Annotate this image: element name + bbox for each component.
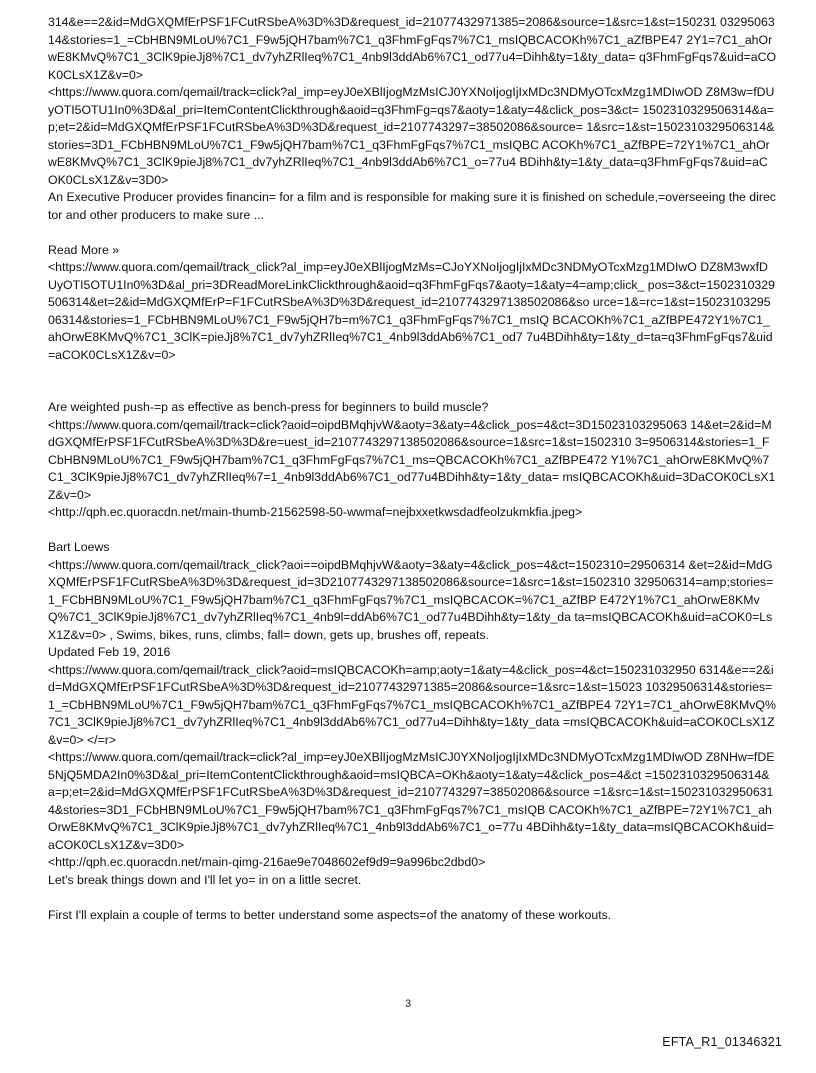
spacer bbox=[48, 522, 776, 540]
page-number: 3 bbox=[404, 998, 412, 1010]
tracking-link-text: <https://www.quora.com/qemail/track=click?al_imp=eyJ0eXBlIjogMzMsICJ0YXNoIjogIjIxMDc3NDMyOTcxMzg1MDIwOD Z8NHw=fDE5NjQ5MDA2In0%3D&al_pri=ItemContentClickthrough&aoid=msIQBCA=OKh&aoty=1&aty=4&click_pos=4&ct =1502310329506314&a=p;et=2&id=MdGXQMfErPSF1FCutRSbeA%3D%3D&request_id=2107743297=38502086&source =1&src=1&st=1502310329506314&stories=3D1_FCbHBN9MLoU%7C1_F9w5jQH7bam%7C1_q3FhmFgFqs7%7C1_msIQB CACOKh%7C1_aZfBPE=72Y1%7C1_ahOrwE8KMvQ%7C1_3ClK9pieJj8%7C1_dv7yhZRlIeq%7C1_4nb9l3ddAb6%7C1_o=77u 4BDihh&ty=1&ty_data=msIQBCACOKh&uid=aCOK0CLsX1Z&v=3D0> bbox=[48, 750, 775, 852]
tracking-link-text: <https://www.quora.com/qemail/track_click?al_imp=eyJ0eXBlIjogMzMs=CJoYXNoIjogIjIxMDc3NDMyOTcxMzg1MDIwO DZ8M3wxfDUyOTI5OTU1In0%3D&al_pri=3DReadMoreLinkClickthrough&aoid=q3FhmFgFqs7&aoty=1&aty=4=amp;click_ pos=3&ct=1502310329506314&et=2&id=MdGXQMfErP=F1FCutRSbeA%3D%3D&request_id=2107743297138502086&so urce=1&=rc=1&st=1502310329506314&stories=1_FCbHBN9MLoU%7C1_F9w5jQH7b=m%7C1_q3FhmFgFqs7%7C1_msIQ BCACOKh%7C1_aZfBPE472Y1%7C1_ahOrwE8KMvQ%7C1_3ClK=pieJj8%7C1_dv7yhZRlIeq%7C1_4nb9l3ddAb6%7C1_od7 7u4BDihh&ty=1&ty_d=ta=q3FhmFgFqs7&uid=aCOK0CLsX1Z&v=0> bbox=[48, 260, 775, 362]
tracking-link-text: 314&e==2&id=MdGXQMfErPSF1FCutRSbeA%3D%3D&request_id=21077432971385=2086&source=1&src=1&st=150231 0329506314&stories=1_=CbHBN9MLoU%7C1_F9w5jQH7bam%7C1_q3FhmFgFqs7%7C1_msIQBCACOKh%7C1_aZfBPE47 2Y1=7C1_ahOrwE8KMvQ%7C1_3ClK9pieJj8%7C1_dv7yhZRlIeq%7C1_4nb9l3ddAb6%7C1_od77u4=Dihh&ty=1&ty_data= q3FhmFgFqs7&uid=aCOK0CLsX1Z&v=0> bbox=[48, 15, 777, 82]
spacer bbox=[48, 382, 776, 400]
tracking-link-text: <https://www.quora.com/qemail/track=click?aoid=oipdBMqhjvW&aoty=3&aty=4&click_pos=4&ct=3D15023103295063 14&et=2&id=MdGXQMfErPSF1FCutRSbeA%3D%3D&re=uest_id=2107743297138502086&source=1&src=1&st=1502310 3=9506314&stories=1_FCbHBN9MLoU%7C1_F9w5jQH7bam%7C1_q3FhmFgFqs7%7C1_ms=QBCACOKh%7C1_aZfBPE472 Y1%7C1_ahOrwE8KMvQ%7C1_3ClK9pieJj8%7C1_dv7yhZRlIeq%7=1_4nb9l3ddAb6%7C1_od77u4BDihh&ty=1&ty_data= msIQBCACOKh&uid=3DaCOK0CLsX1Z&v=0> bbox=[48, 417, 776, 502]
tracking-link-text: <https://www.quora.com/qemail/track_click?aoid=msIQBCACOKh=amp;aoty=1&aty=4&click_pos=4&ct=150231032950 6314&e==2&id=MdGXQMfErPSF1FCutRSbeA%3D%3D&request_id=21077432971385=2086&source=1&src=1&st=15023 10329506314&stories=1_=CbHBN9MLoU%7C1_F9w5jQH7bam%7C1_q3FhmFgFqs7%7C1_msIQBCACOKh%7C1_aZfBPE4 72Y1=7C1_ahOrwE8KMvQ%7C1_3ClK9pieJj8%7C1_dv7yhZRlIeq%7C1_4nb9l3ddAb6%7C1_od77u4=Dihh&ty=1&ty_data =msIQBCACOKh&uid=aCOK0CLsX1Z&v=0> </=r> bbox=[48, 662, 776, 747]
question-title[interactable]: Are weighted push-=p as effective as bench-press for beginners to build muscle? bbox=[48, 400, 489, 414]
spacer bbox=[48, 889, 776, 907]
answer-text: First I'll explain a couple of terms to better understand some aspects=of the anatomy of these workouts. bbox=[48, 907, 612, 922]
tracking-link-text: <https://www.quora.com/qemail/track=click?al_imp=eyJ0eXBlIjogMzMsICJ0YXNoIjogIjIxMDc3NDMyOTcxMzg1MDIwOD Z8M3w=fDUyOTI5OTU1In0%3D&al_pri=ItemContentClickthrough&aoid=q3FhmFg=qs7&aoty=1&aty=4&click_pos=3&ct= 1502310329506314&a=p;et=2&id=MdGXQMfErPSF1FCutRSbeA%3D%3D&request_id=2107743297=38502086&source= 1&src=1&st=1502310329506314&stories=3D1_FCbHBN9MLoU%7C1_F9w5jQH7bam%7C1_q3FhmFgFqs7%7C1_msIQBC ACOKh%7C1_aZfBPE=72Y1%7C1_ahOrwE8KMvQ%7C1_3ClK9pieJj8%7C1_dv7yhZRlIeq%7C1_4nb9l3ddAb6%7C1_o=77u4 BDihh&ty=1&ty_data=q3FhmFgFqs7&uid=aCOK0CLsX1Z&v=3D0> bbox=[48, 85, 775, 187]
answer-text: Let's break things down and I'll let yo= in on a little secret. bbox=[48, 872, 362, 887]
thumbnail-url: <http://qph.ec.quoracdn.net/main-thumb-21562598-50-wwmaf=nejbxxetkwsdadfeolzukmkfia.jpeg> bbox=[48, 505, 583, 519]
document-id: EFTA_R1_01346321 bbox=[662, 1035, 782, 1049]
image-url: <http://qph.ec.quoracdn.net/main-qimg-216ae9e7048602ef9d9=9a996bc2dbd0> bbox=[48, 855, 486, 869]
author-bio-link-text: <https://www.quora.com/qemail/track_click?aoi==oipdBMqhjvW&aoty=3&aty=4&click_pos=4&ct=1502310=29506314 &et=2&id=MdGXQMfErPSF1FCutRSbeA%3D%3D&request_id=3D2107743297138502086&source=1&src=1&st=1502310 329506314=amp;stories=1_FCbHBN9MLoU%7C1_F9w5jQH7bam%7C1_q3FhmFgFqs7%7C1_msIQBCACOK=%7C1_aZfBP E472Y1%7C1_ahOrwE8KMvQ%7C1_3ClK9pieJj8%7C1_dv7yhZRlIeq%7C1_4nb9l=ddAb6%7C1_od77u4BDihh&ty=1&ty_da ta=msIQBCACOKh&uid=aCOK0=LsX1Z&v=0> , Swims, bikes, runs, climbs, fall= down, gets up, brushes off, repeats. bbox=[48, 557, 774, 642]
author-name[interactable]: Bart Loews bbox=[48, 540, 110, 554]
updated-date: Updated Feb 19, 2016 bbox=[48, 645, 171, 659]
read-more-link[interactable]: Read More » bbox=[48, 242, 120, 257]
email-body bbox=[48, 14, 776, 924]
spacer bbox=[48, 364, 776, 382]
answer-snippet: An Executive Producer provides financin= for a film and is responsible for making sure it is finished on schedule,=overseeing the director and other producers to make sure ... bbox=[48, 190, 776, 222]
spacer bbox=[48, 224, 776, 242]
